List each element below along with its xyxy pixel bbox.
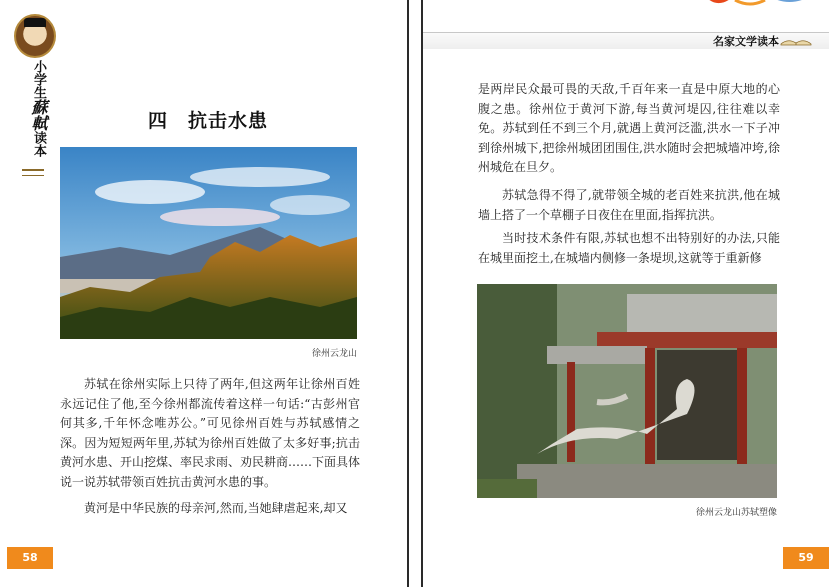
- right-page: [421, 0, 829, 587]
- chapter-title: 四 抗击水患: [147, 110, 268, 132]
- photo-caption: 徐州云龙山: [311, 349, 357, 359]
- yunlong-mountain-photo: [60, 147, 357, 339]
- book-gutter: [409, 0, 419, 587]
- publisher-logo-icon: [705, 0, 815, 8]
- body-paragraph: 当时技术条件有限,苏轼也想不出特别好的办法,只能在城里面挖土,在城墙内侧修一条堤坝,这就等于重新修: [478, 231, 780, 265]
- su-shi-portrait-icon: [14, 14, 56, 58]
- book-vertical-title: 小学生蘇軾读本: [29, 60, 48, 157]
- body-paragraph: 苏轼急得不得了,就带领全城的老百姓来抗洪,他在城墙上搭了一个草棚子日夜住在里面,指挥抗洪。: [478, 188, 780, 222]
- title-ornament: [22, 169, 44, 176]
- body-paragraph: 黄河是中华民族的母亲河,然而,当她肆虐起来,却又: [84, 501, 348, 515]
- body-paragraph: 苏轼在徐州实际上只待了两年,但这两年让徐州百姓永远记住了他,至今徐州都流传着这样一句话:“古彭州官何其多,千年怀念唯苏公。”可见徐州百姓与苏轼感情之深。因为短短两年里,苏轼为徐州百姓做了太多好事;抗击黄河水患、开山挖煤、率民求雨、劝民耕商……下面具体说一说苏轼带领百姓抗击黄河水患的事。: [60, 377, 361, 489]
- running-header-title: 名家文学读本: [713, 35, 779, 48]
- photo-caption: 徐州云龙山苏轼塑像: [695, 508, 777, 518]
- page-number: 58: [7, 547, 53, 569]
- left-page: [0, 0, 409, 587]
- su-shi-statue-photo: [477, 284, 777, 498]
- page-number: 59: [783, 547, 829, 569]
- open-book-icon: [779, 34, 813, 46]
- body-paragraph: 是两岸民众最可畏的天敌,千百年来一直是中原大地的心腹之患。徐州位于黄河下游,每当黄河堤囚,往往难以幸免。苏轼到任不到三个月,就遇上黄河泛滥,洪水一下子冲到徐州城下,把徐州城团团围住,洪水随时会把城墙冲垮,徐州城危在旦夕。: [478, 82, 780, 175]
